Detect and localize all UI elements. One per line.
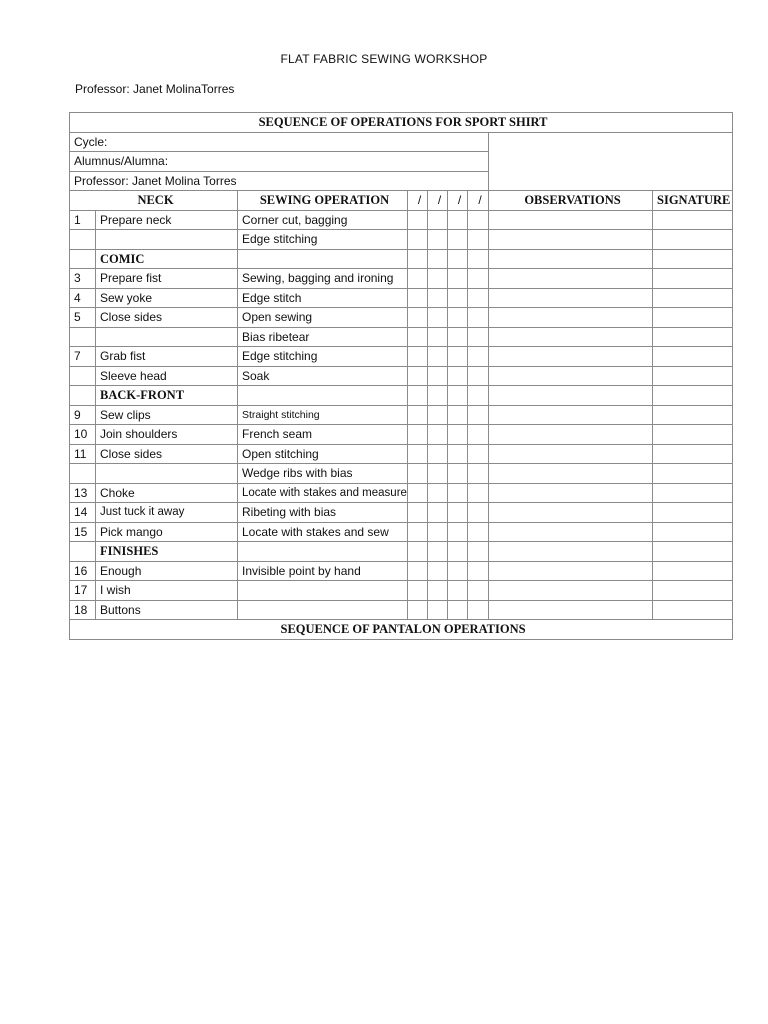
table-row [70,581,733,601]
signature-cell[interactable] [653,230,733,250]
sewing-operation: Sewing, bagging and ironing [238,269,408,289]
document-title: FLAT FABRIC SEWING WORKSHOP [280,52,488,66]
check-cell-1[interactable] [408,210,428,230]
column-header-part: NECK [70,191,238,211]
check-cell-3[interactable] [448,347,468,367]
check-cell-4[interactable] [468,366,489,386]
table-row [70,542,733,562]
row-number [70,366,96,386]
signature-cell[interactable] [653,347,733,367]
sewing-operation: Open stitching [238,444,408,464]
check-cell-3[interactable] [448,425,468,445]
check-cell-1[interactable] [408,503,428,523]
signature-cell[interactable] [653,561,733,581]
column-header-check-3: / [448,191,468,211]
table-row [70,425,733,445]
sewing-operation: Edge stitching [238,230,408,250]
operations-table [69,112,733,640]
garment-part: Prepare fist [96,269,238,289]
observations-cell[interactable] [489,542,653,562]
observations-cell[interactable] [489,444,653,464]
observations-cell[interactable] [489,581,653,601]
header-blank-cell [489,132,733,191]
observations-cell[interactable] [489,425,653,445]
check-cell-4[interactable] [468,347,489,367]
sewing-operation: French seam [238,425,408,445]
check-cell-1[interactable] [408,288,428,308]
table-row [70,561,733,581]
row-number: 5 [70,308,96,328]
observations-cell[interactable] [489,327,653,347]
column-header-signature: SIGNATURE [653,191,733,211]
check-cell-2[interactable] [428,561,448,581]
observations-cell[interactable] [489,347,653,367]
sewing-operation: Soak [238,366,408,386]
check-cell-3[interactable] [448,230,468,250]
garment-part [96,464,238,484]
check-cell-4[interactable] [468,483,489,503]
check-cell-3[interactable] [448,600,468,620]
garment-part: Prepare neck [96,210,238,230]
sewing-operation [238,542,408,562]
garment-part: Choke [96,483,238,503]
row-number [70,230,96,250]
signature-cell[interactable] [653,210,733,230]
sewing-operation: Ribeting with bias [238,503,408,523]
row-number: 16 [70,561,96,581]
check-cell-2[interactable] [428,347,448,367]
garment-part: Just tuck it away [96,503,238,523]
sewing-operation: Straight stitching [238,405,408,425]
signature-cell[interactable] [653,308,733,328]
check-cell-4[interactable] [468,561,489,581]
row-number: 11 [70,444,96,464]
table-row [70,405,733,425]
table-row [70,444,733,464]
professor-field: Professor: Janet Molina Torres [70,171,489,191]
check-cell-4[interactable] [468,230,489,250]
signature-cell[interactable] [653,581,733,601]
sewing-operation [238,249,408,269]
row-number: 17 [70,581,96,601]
row-number: 4 [70,288,96,308]
signature-cell[interactable] [653,503,733,523]
check-cell-2[interactable] [428,542,448,562]
cycle-row [70,132,733,152]
check-cell-2[interactable] [428,444,448,464]
signature-cell[interactable] [653,288,733,308]
sewing-operation: Corner cut, bagging [238,210,408,230]
check-cell-1[interactable] [408,561,428,581]
column-header-check-4: / [468,191,489,211]
column-header-operation: SEWING OPERATION [238,191,408,211]
row-number: 18 [70,600,96,620]
row-number: 9 [70,405,96,425]
check-cell-3[interactable] [448,210,468,230]
signature-cell[interactable] [653,483,733,503]
check-cell-3[interactable] [448,561,468,581]
check-cell-1[interactable] [408,581,428,601]
check-cell-3[interactable] [448,327,468,347]
garment-part: Sew clips [96,405,238,425]
check-cell-2[interactable] [428,581,448,601]
check-cell-2[interactable] [428,269,448,289]
check-cell-3[interactable] [448,581,468,601]
check-cell-2[interactable] [428,249,448,269]
check-cell-1[interactable] [408,464,428,484]
garment-part: Buttons [96,600,238,620]
check-cell-1[interactable] [408,483,428,503]
check-cell-2[interactable] [428,464,448,484]
signature-cell[interactable] [653,249,733,269]
observations-cell[interactable] [489,600,653,620]
check-cell-3[interactable] [448,522,468,542]
observations-cell[interactable] [489,366,653,386]
table-row [70,230,733,250]
table-row [70,600,733,620]
column-header-row [70,191,733,211]
check-cell-2[interactable] [428,386,448,406]
check-cell-4[interactable] [468,464,489,484]
signature-cell[interactable] [653,522,733,542]
check-cell-1[interactable] [408,347,428,367]
check-cell-2[interactable] [428,600,448,620]
check-cell-4[interactable] [468,210,489,230]
table-title: SEQUENCE OF OPERATIONS FOR SPORT SHIRT [70,113,733,133]
column-header-observations: OBSERVATIONS [489,191,653,211]
garment-part: Join shoulders [96,425,238,445]
check-cell-3[interactable] [448,464,468,484]
check-cell-3[interactable] [448,386,468,406]
check-cell-1[interactable] [408,249,428,269]
check-cell-2[interactable] [428,308,448,328]
check-cell-3[interactable] [448,288,468,308]
observations-cell[interactable] [489,288,653,308]
signature-cell[interactable] [653,444,733,464]
check-cell-1[interactable] [408,230,428,250]
check-cell-3[interactable] [448,542,468,562]
section-heading: BACK-FRONT [96,386,238,406]
garment-part: Sleeve head [96,366,238,386]
check-cell-4[interactable] [468,308,489,328]
table-footer: SEQUENCE OF PANTALON OPERATIONS [70,620,733,640]
observations-cell[interactable] [489,503,653,523]
professor-line: Professor: Janet MolinaTorres [75,82,235,96]
observations-cell[interactable] [489,210,653,230]
table-row [70,386,733,406]
garment-part: Grab fist [96,347,238,367]
check-cell-3[interactable] [448,483,468,503]
table-row [70,483,733,503]
garment-part: Close sides [96,444,238,464]
sewing-operation: Open sewing [238,308,408,328]
table-row [70,366,733,386]
check-cell-1[interactable] [408,405,428,425]
check-cell-1[interactable] [408,269,428,289]
observations-cell[interactable] [489,269,653,289]
check-cell-3[interactable] [448,366,468,386]
sewing-operation: Wedge ribs with bias [238,464,408,484]
sewing-operation [238,581,408,601]
garment-part: Sew yoke [96,288,238,308]
check-cell-4[interactable] [468,522,489,542]
check-cell-2[interactable] [428,405,448,425]
check-cell-1[interactable] [408,542,428,562]
section-heading: COMIC [96,249,238,269]
row-number [70,464,96,484]
garment-part [96,230,238,250]
row-number: 14 [70,503,96,523]
check-cell-2[interactable] [428,230,448,250]
check-cell-3[interactable] [448,444,468,464]
check-cell-4[interactable] [468,503,489,523]
table-row [70,210,733,230]
observations-cell[interactable] [489,249,653,269]
sewing-operation: Edge stitch [238,288,408,308]
check-cell-1[interactable] [408,522,428,542]
check-cell-1[interactable] [408,366,428,386]
row-number [70,327,96,347]
sewing-operation: Locate with stakes and sew [238,522,408,542]
cycle-field[interactable]: Cycle: [70,132,489,152]
section-heading: FINISHES [96,542,238,562]
row-number: 13 [70,483,96,503]
table-row [70,327,733,347]
table-row [70,522,733,542]
check-cell-3[interactable] [448,308,468,328]
signature-cell[interactable] [653,600,733,620]
signature-cell[interactable] [653,327,733,347]
check-cell-3[interactable] [448,503,468,523]
table-row [70,269,733,289]
signature-cell[interactable] [653,405,733,425]
check-cell-1[interactable] [408,425,428,445]
garment-part: Close sides [96,308,238,328]
row-number: 15 [70,522,96,542]
check-cell-4[interactable] [468,405,489,425]
table-title-row [70,113,733,133]
table-row [70,249,733,269]
check-cell-4[interactable] [468,269,489,289]
check-cell-1[interactable] [408,327,428,347]
observations-cell[interactable] [489,483,653,503]
check-cell-1[interactable] [408,444,428,464]
table-row [70,288,733,308]
check-cell-2[interactable] [428,210,448,230]
check-cell-3[interactable] [448,269,468,289]
check-cell-4[interactable] [468,327,489,347]
table-row [70,347,733,367]
row-number: 10 [70,425,96,445]
check-cell-3[interactable] [448,249,468,269]
garment-part: Enough [96,561,238,581]
check-cell-1[interactable] [408,308,428,328]
signature-cell[interactable] [653,269,733,289]
check-cell-2[interactable] [428,366,448,386]
check-cell-4[interactable] [468,581,489,601]
check-cell-2[interactable] [428,327,448,347]
observations-cell[interactable] [489,464,653,484]
check-cell-2[interactable] [428,503,448,523]
signature-cell[interactable] [653,542,733,562]
check-cell-2[interactable] [428,483,448,503]
sewing-operation: Invisible point by hand [238,561,408,581]
signature-cell[interactable] [653,425,733,445]
check-cell-3[interactable] [448,405,468,425]
check-cell-4[interactable] [468,288,489,308]
observations-cell[interactable] [489,561,653,581]
table-row [70,464,733,484]
observations-cell[interactable] [489,522,653,542]
check-cell-4[interactable] [468,249,489,269]
signature-cell[interactable] [653,366,733,386]
sewing-operation: Locate with stakes and measure [238,483,408,503]
check-cell-4[interactable] [468,425,489,445]
garment-part: I wish [96,581,238,601]
observations-cell[interactable] [489,405,653,425]
check-cell-4[interactable] [468,386,489,406]
check-cell-4[interactable] [468,444,489,464]
table-row [70,308,733,328]
check-cell-4[interactable] [468,542,489,562]
check-cell-1[interactable] [408,386,428,406]
signature-cell[interactable] [653,386,733,406]
observations-cell[interactable] [489,386,653,406]
garment-part: Pick mango [96,522,238,542]
check-cell-2[interactable] [428,522,448,542]
check-cell-1[interactable] [408,600,428,620]
sewing-operation [238,600,408,620]
table-footer-row [70,620,733,640]
signature-cell[interactable] [653,464,733,484]
sewing-operation: Bias ribetear [238,327,408,347]
row-number: 3 [70,269,96,289]
observations-cell[interactable] [489,308,653,328]
alumnus-field[interactable]: Alumnus/Alumna: [70,152,489,172]
row-number: 1 [70,210,96,230]
check-cell-2[interactable] [428,425,448,445]
row-number: 7 [70,347,96,367]
sewing-operation [238,386,408,406]
column-header-check-2: / [428,191,448,211]
row-number [70,249,96,269]
check-cell-4[interactable] [468,600,489,620]
column-header-check-1: / [408,191,428,211]
table-row [70,503,733,523]
observations-cell[interactable] [489,230,653,250]
sewing-operation: Edge stitching [238,347,408,367]
row-number [70,386,96,406]
check-cell-2[interactable] [428,288,448,308]
row-number [70,542,96,562]
garment-part [96,327,238,347]
